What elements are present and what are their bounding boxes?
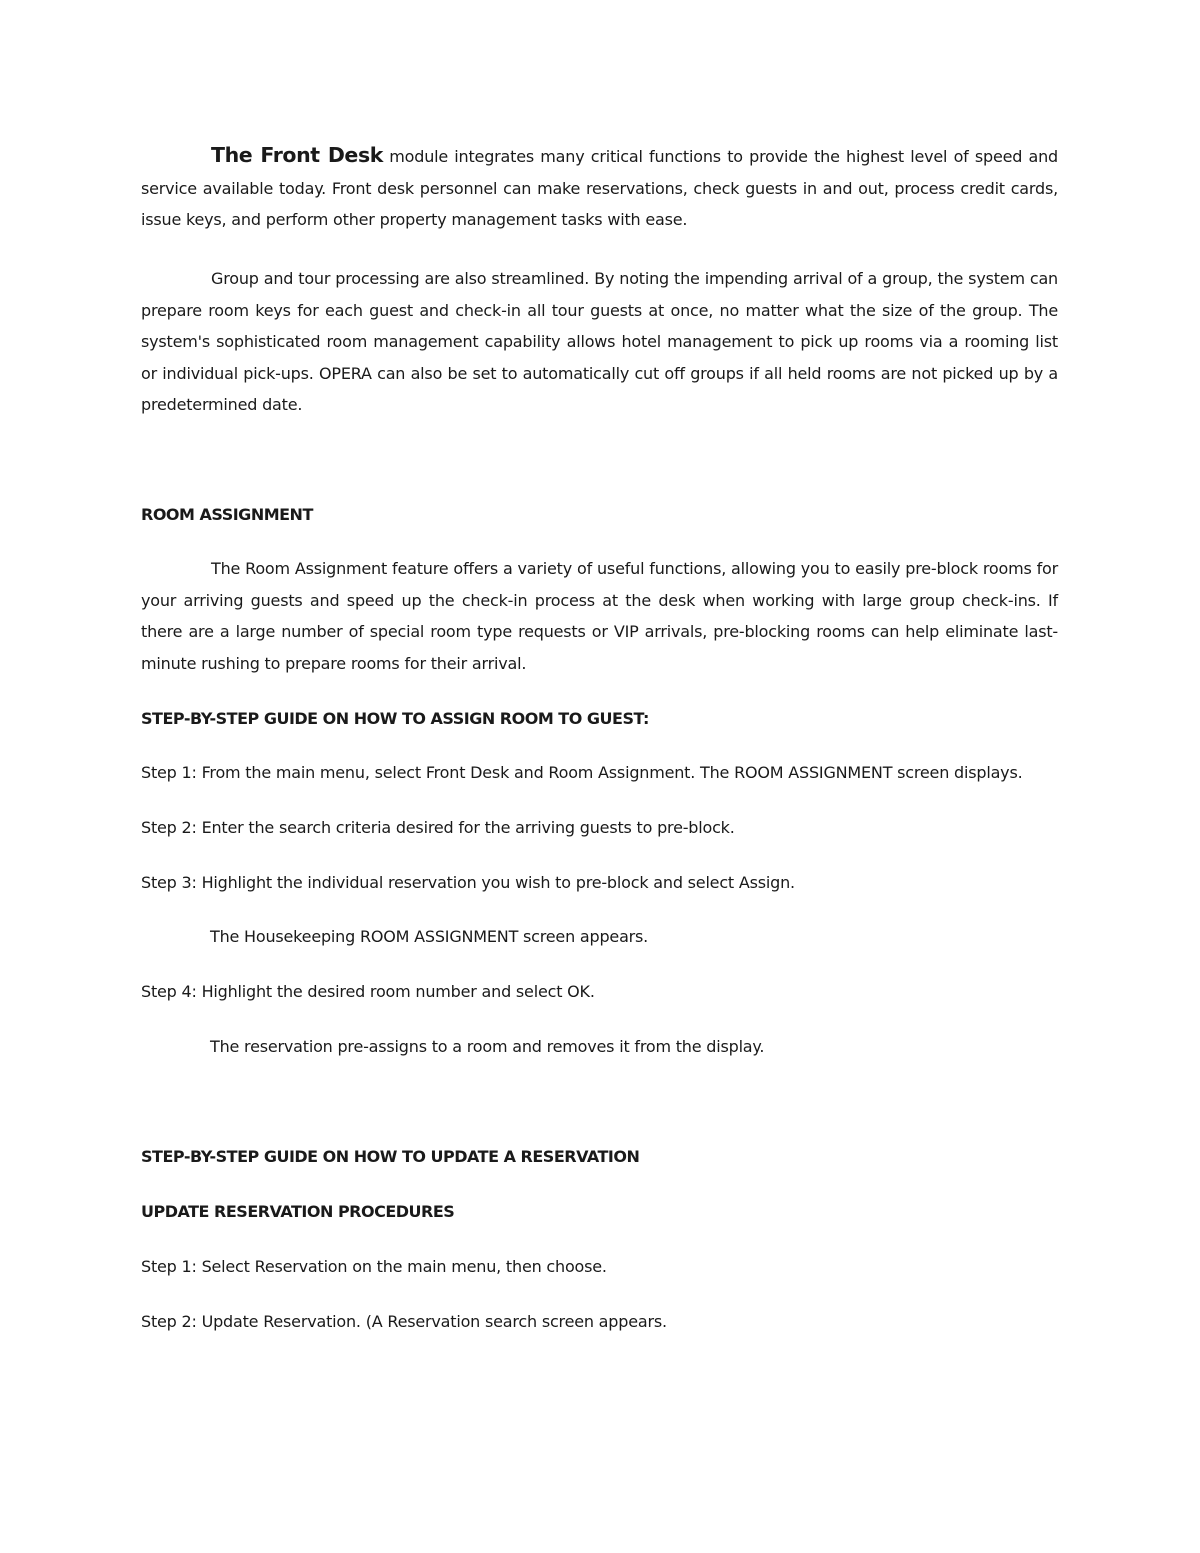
assign-step-1: Step 1: From the main menu, select Front Desk and Room Assignment. The ROOM ASSIGNMENT screen displays. xyxy=(141,763,1023,782)
assign-room-guide-heading: STEP-BY-STEP GUIDE ON HOW TO ASSIGN ROOM TO GUEST: xyxy=(141,709,649,728)
intro-paragraph xyxy=(141,140,1058,236)
assign-step-4-note: The reservation pre-assigns to a room and removes it from the display. xyxy=(210,1037,765,1056)
update-reservation-guide-heading: STEP-BY-STEP GUIDE ON HOW TO UPDATE A RESERVATION xyxy=(141,1147,640,1166)
assign-step-3-note: The Housekeeping ROOM ASSIGNMENT screen appears. xyxy=(210,927,649,946)
group-processing-paragraph: Group and tour processing are also streamlined. By noting the impending arrival of a group, the system can prepare room keys for each guest and check-in all tour guests at once, no matter what the size of the group. The system's sophisticated room management capability allows hotel management to pick up rooms via a rooming list or individual pick-ups. OPERA can also be set to automatically cut off groups if all held rooms are not picked up by a predetermined date. xyxy=(141,269,1058,415)
room-assignment-heading: ROOM ASSIGNMENT xyxy=(141,505,313,524)
assign-step-4: Step 4: Highlight the desired room number and select OK. xyxy=(141,982,595,1001)
update-step-2: Step 2: Update Reservation. (A Reservation search screen appears. xyxy=(141,1312,667,1331)
update-step-1: Step 1: Select Reservation on the main menu, then choose. xyxy=(141,1257,607,1276)
intro-text: module integrates many critical functions to provide the highest level of speed and service available today. Front desk personnel can make reservations, check guests in and out, process credit cards, issue keys, and perform other property management tasks with ease. xyxy=(141,147,1058,230)
update-reservation-procedures-heading: UPDATE RESERVATION PROCEDURES xyxy=(141,1202,455,1221)
assign-step-3: Step 3: Highlight the individual reservation you wish to pre-block and select Assign. xyxy=(141,873,795,892)
front-desk-term: The Front Desk xyxy=(211,143,383,167)
assign-step-2: Step 2: Enter the search criteria desired for the arriving guests to pre-block. xyxy=(141,818,735,837)
room-assignment-paragraph: The Room Assignment feature offers a variety of useful functions, allowing you to easily pre-block rooms for your arriving guests and speed up the check-in process at the desk when working with large group check-ins. If there are a large number of special room type requests or VIP arrivals, pre-blocking rooms can help eliminate last-minute rushing to prepare rooms for their arrival. xyxy=(141,559,1058,673)
